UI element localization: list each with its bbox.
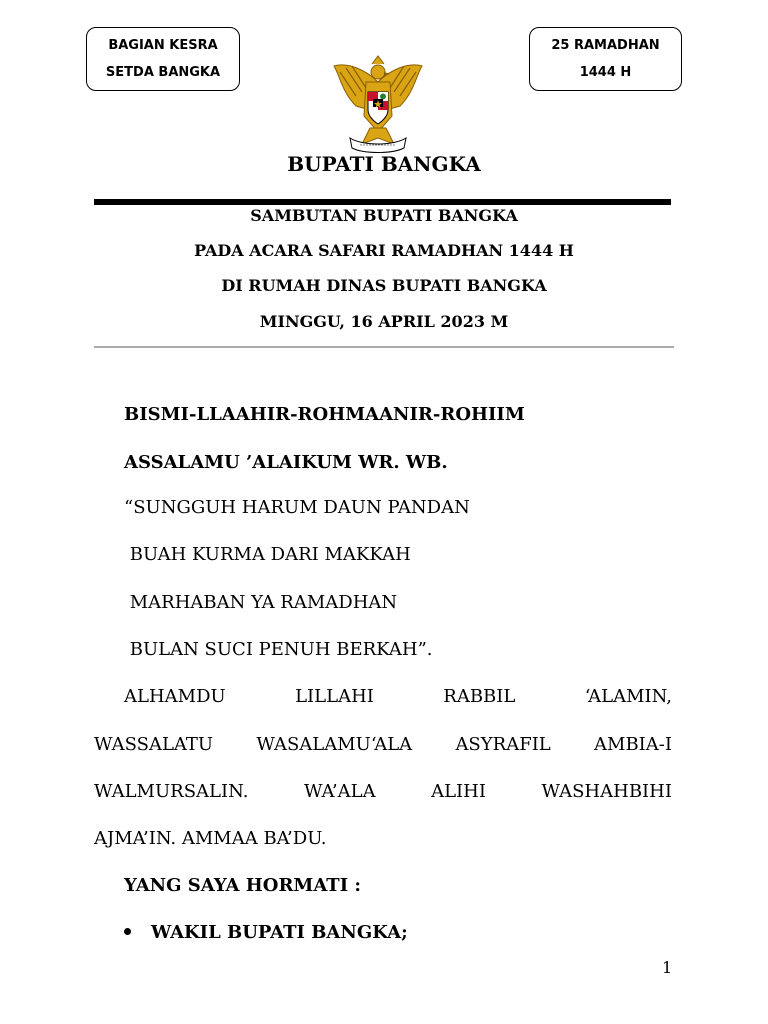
pantun-line-2: BUAH KURMA DARI MAKKAH [124, 544, 411, 565]
heading-line-4: MINGGU, 16 APRIL 2023 M [259, 312, 509, 331]
department-line-2: SETDA BANGKA [105, 65, 221, 80]
heading-divider [94, 346, 674, 348]
page-number: 1 [662, 958, 673, 977]
heading-line-1: SAMBUTAN BUPATI BANGKA [250, 206, 518, 225]
paragraph-word: WASSALATU [94, 734, 214, 755]
paragraph-word: ‘ALAMIN, [584, 686, 672, 707]
heading-line-2: PADA ACARA SAFARI RAMADHAN 1444 H [194, 241, 574, 260]
paragraph-word: ASYRAFIL [455, 734, 551, 755]
paragraph-word: WA’ALA [303, 781, 376, 802]
paragraph-word: WALMURSALIN. [94, 781, 249, 802]
bullet-icon [124, 928, 131, 935]
paragraph-line-2 [94, 734, 672, 755]
paragraph-word: WASALAMU‘ALA [256, 734, 413, 755]
paragraph-word: LILLAHI [295, 686, 374, 707]
heading-line-3: DI RUMAH DINAS BUPATI BANGKA [221, 276, 547, 295]
title-divider [94, 199, 671, 205]
paragraph-word: WASHAHBIHI [541, 781, 672, 802]
department-box [86, 27, 240, 91]
salam-text: ASSALAMU ’ALAIKUM WR. WB. [124, 452, 448, 473]
paragraph-word: ALHAMDU [124, 686, 226, 707]
date-line-1: 25 RAMADHAN [551, 38, 660, 53]
list-item [124, 922, 408, 943]
date-line-2: 1444 H [579, 65, 632, 80]
paragraph-word: ALIHI [431, 781, 486, 802]
page-title: BUPATI BANGKA [287, 152, 481, 176]
date-box [529, 27, 682, 91]
pantun-line-1: “SUNGGUH HARUM DAUN PANDAN [124, 497, 470, 518]
pantun-line-3: MARHABAN YA RAMADHAN [124, 592, 398, 613]
paragraph-line-1 [124, 686, 672, 707]
pantun-line-4: BULAN SUCI PENUH BERKAH”. [124, 639, 433, 660]
department-line-1: BAGIAN KESRA [108, 38, 218, 53]
paragraph-line-3 [94, 781, 672, 802]
bismillah-text: BISMI-LLAAHIR-ROHMAANIR-ROHIIM [124, 404, 525, 425]
paragraph-word: AMBIA-I [594, 734, 672, 755]
honored-heading: YANG SAYA HORMATI : [124, 875, 362, 896]
paragraph-word: RABBIL [443, 686, 516, 707]
garuda-emblem-icon [326, 52, 430, 156]
paragraph-line-4: AJMA’IN. AMMAA BA’DU. [94, 828, 327, 849]
list-item-text: WAKIL BUPATI BANGKA; [151, 922, 408, 943]
